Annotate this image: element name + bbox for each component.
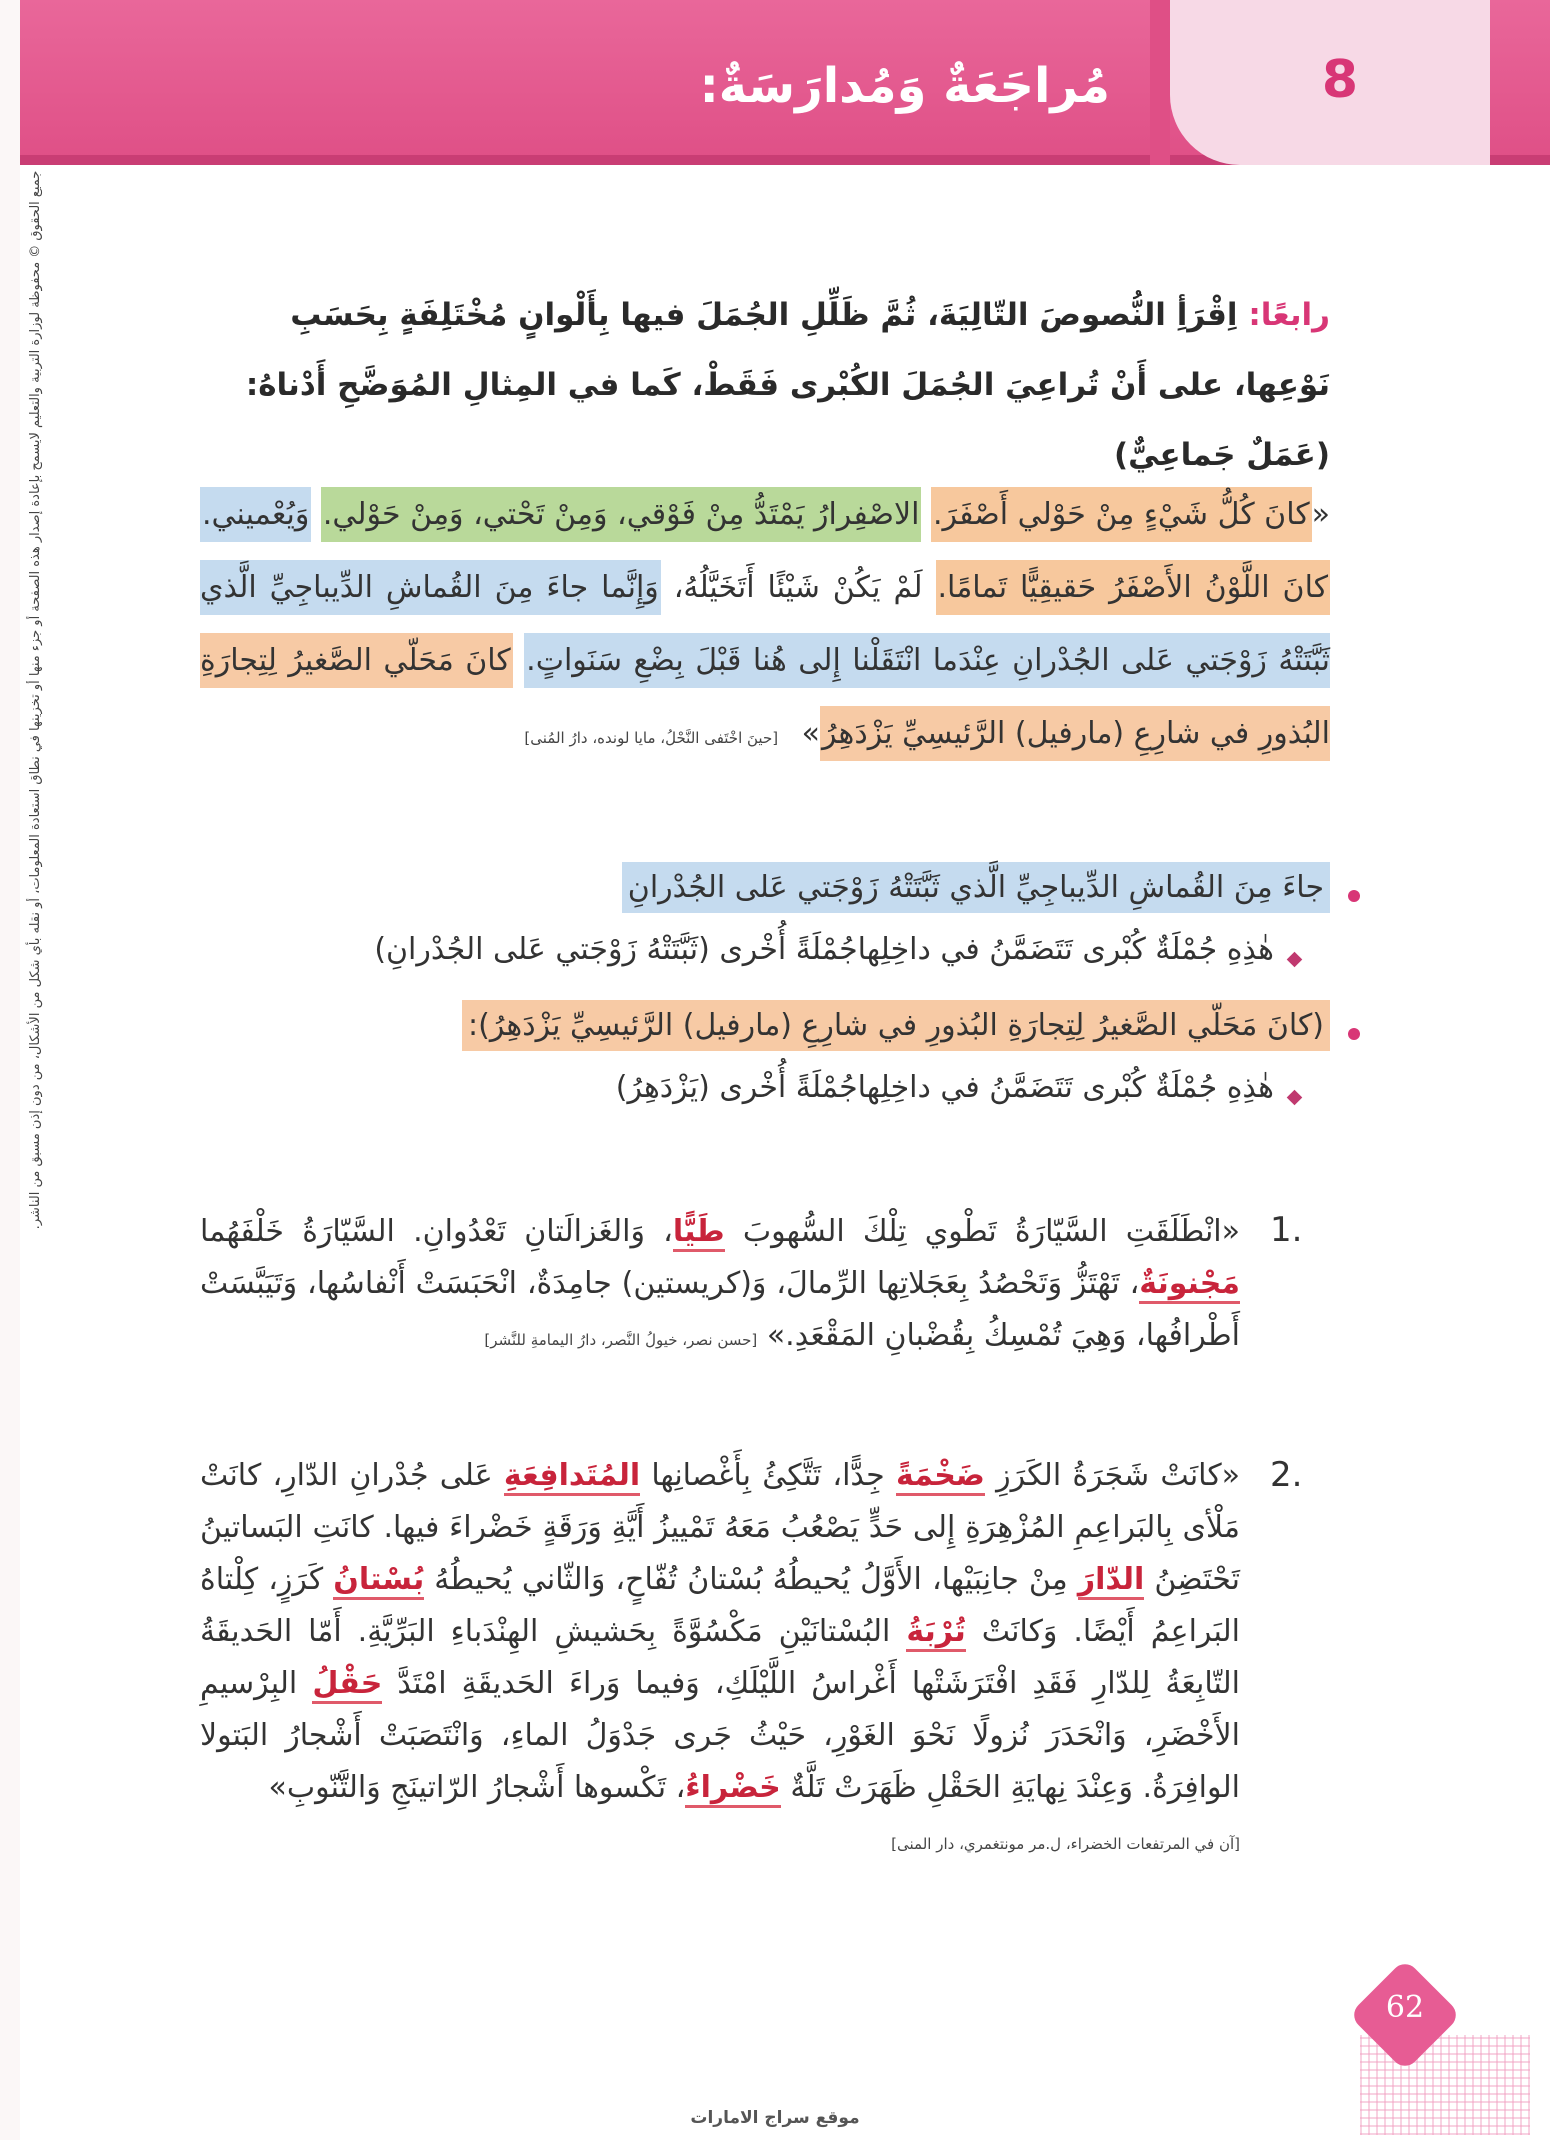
page-title: مُراجَعَةٌ وَمُدارَسَةٌ: [699,58,1110,114]
highlight-word: بُسْتانُ [333,1562,424,1600]
example-1-explanation: هٰذِهِ جُمْلَةٌ كُبْرى تَتَضَمَّنُ في داخِلِهاجُمْلَةً أُخْرى (ثَبَّتَتْهُ زَوْجَتي عَلى الجُدْرانِ) [374,932,1274,967]
item-1-part-c: ، تَهْتَزُّ وَتَحْصُدُ بِعَجَلاتِها الرِّمالَ، وَ(كريستين) جامِدَةٌ، انْحَبَسَتْ أَنْفاسُها، وَتَيَبَّسَتْ أَطْرافُها، وَهِيَ تُمْسِكُ بِقُضْبانِ المَقْعَدِ.» [200,1266,1240,1353]
item-2-text [200,1450,1240,1870]
diamond-bullet-icon [1287,952,1303,968]
sample-passage [200,478,1330,775]
example-sentence [300,870,1360,932]
left-margin [0,0,20,2140]
highlight-word: حَقْلُ [312,1666,382,1704]
highlight-word: ضَخْمَةً [896,1458,985,1496]
diamond-bullet-icon [1287,1090,1303,1106]
item-2-part: كَرَزٍ، كِلْتاهُ البَراعِمُ أَيْضًا. وَكانَتْ [200,1562,1240,1649]
highlight-word: مَجْنونَةٌ [1139,1266,1240,1304]
highlight-word: خَضْراءُ [685,1770,780,1808]
sentence-4: كانَ اللَّوْنُ الأَصْفَرُ حَقيقِيًّا تَمامًا. [936,560,1331,615]
example-explanation [300,932,1360,994]
example-2-sentence: (كانَ مَحَلّي الصَّغيرُ لِتِجارَةِ البُذورِ في شارِعِ (مارفيل) الرَّئيسِيِّ يَزْدَهِرُ): [462,1000,1330,1051]
sentence-6: وَإِنَّما جاءَ مِنَ القُماشِ الدِّيباجِيِّ الَّذي ثَبَّتَتْهُ زَوْجَتي عَلى الجُدْرانِ عِنْدَما انْتَقَلْنا إِلى هُنا قَبْلَ بِضْعِ سَنَواتٍ. [200,560,1330,688]
sentence-2: الاصْفِرارُ يَمْتَدُّ مِنْ فَوْقي، وَمِنْ تَحْتي، وَمِنْ حَوْلي. [321,487,922,542]
copyright-notice: جميع الحقوق © محفوظة لوزارة التربية والتعليم لايسمح بإعادة إصدار هذه الصفحة أو جزء منها أو تخزينها في نطاق استعادة المعلومات، أو نقله بأي شكل من الأشكال، من دون إذن مسبق من الناشر. [28,170,43,1230]
item-2-part: «كانَتْ شَجَرَةُ الكَرَزِ [996,1458,1240,1493]
item-1-citation: [حسن نصر، خيولُ النَّصر، دارُ اليمامةِ للنَّشر] [484,1331,758,1349]
sentence-1: كانَ كُلُّ شَيْءٍ مِنْ حَوْلي أَصْفَرَ. [931,487,1312,542]
item-1-part-a: «انْطَلَقَتِ السَّيّارَةُ تَطْوي تِلْكَ السُّهوبَ [742,1214,1240,1249]
quote-open: « [1311,497,1330,532]
highlight-word: تُرْبَةُ [906,1614,965,1652]
instruction [200,280,1330,490]
footer-site-name: موقع سراج الامارات [690,2108,860,2128]
passage-citation: [حينَ اخْتَفى النَّحْلُ، مايا لونده، دارُ المُنى] [524,729,779,747]
unit-number: 8 [1321,50,1359,110]
sentence-5: لَمْ يَكُنْ شَيْئًا أَتَخَيَّلُهُ، [673,570,923,605]
bullet-dot-icon [1348,1028,1360,1040]
instruction-note: (عَمَلٌ جَماعِيٌّ) [1113,437,1330,473]
example-sentence [300,1008,1360,1070]
item-2-number: 2. [1270,1455,1303,1495]
instruction-text: اِقْرَأِ النُّصوصَ التّالِيَةَ، ثُمَّ ظَلِّلِ الجُمَلَ فيها بِأَلْوانٍ مُخْتَلِفَةٍ بِحَسَبِ نَوْعِها، على أَنْ تُراعِيَ الجُمَلَ الكُبْرى فَقَطْ، كَما في المِثالِ المُوَضَّحِ أَدْناهُ: [245,297,1330,403]
item-1-number: 1. [1270,1210,1303,1250]
page-number: 62 [1385,1990,1425,2025]
instruction-label: رابعًا: [1248,297,1330,333]
item-1-text [200,1206,1240,1366]
example-2-explanation: هٰذِهِ جُمْلَةٌ كُبْرى تَتَضَمَّنُ في داخِلِهاجُمْلَةً أُخْرى (يَزْدَهِرُ) [615,1070,1274,1105]
item-2-part: عَلى جُدْرانِ الدّارِ، كانَتْ مَلْأى بِالبَراعِمِ المُزْهِرَةِ إِلى حَدٍّ يَصْعُبُ مَعَهُ تَمْييزُ أَيَّةِ وَرَقَةٍ خَضْراءَ فيها. كانَتِ البَساتينُ تَحْتَضِنُ [200,1458,1240,1597]
quote-close: » [801,716,820,751]
highlight-word: الدّارَ [1078,1562,1144,1600]
example-explanation [300,1070,1360,1132]
item-2-citation: [آن في المرتفعات الخضراء، ل.مر مونتغمري، دار المنى] [891,1835,1240,1853]
sentence-7: كانَ مَحَلّي الصَّغيرُ لِتِجارَةِ البُذورِ في شارِعِ (مارفيل) الرَّئيسِيِّ يَزْدَهِرُ [200,633,1330,761]
examples-list [300,870,1360,1132]
sentence-3: وَيُعْميني. [200,487,311,542]
item-1-part-b: ، وَالغَزالَتانِ تَعْدُوانِ. السَّيّارَةُ خَلْفَهُما [200,1214,673,1249]
highlight-word: طَيًّا [673,1214,725,1252]
item-2-part: البِرْسيمِ الأَخْضَرِ، وَانْحَدَرَ نُزولًا نَحْوَ الغَوْرِ، حَيْثُ جَرى جَدْوَلُ الماءِ، وَانْتَصَبَتْ أَشْجارُ البَتولا الوافِرَةُ. وَعِنْدَ نِهايَةِ الحَقْلِ ظَهَرَتْ تَلَّةٌ [200,1666,1240,1805]
highlight-word: المُتَدافِعَةِ [504,1458,640,1496]
item-2-part: ، تَكْسوها أَشْجارُ الرّاتينَجِ وَالتَّنّوبِ» [268,1770,686,1805]
item-2-part: جِدًّا، تَتَّكِئُ بِأَغْصانِها [651,1458,885,1493]
item-2-part: البُسْتانَيْنِ مَكْسُوَّةً بِحَشيشِ الهِنْدَباءِ البَرِّيَّةِ. أَمّا الحَديقَةُ التّابِعَةُ لِلدّارِ فَقَدِ افْتَرَشَتْها أَغْراسُ اللَّيْلَكِ، وَفيما وَراءَ الحَديقَةِ امْتَدَّ [200,1614,1240,1701]
example-1-sentence: جاءَ مِنَ القُماشِ الدِّيباجِيِّ الَّذي ثَبَّتَتْهُ زَوْجَتي عَلى الجُدْرانِ [622,862,1330,913]
bullet-dot-icon [1348,890,1360,902]
item-2-part: مِنْ جانِبَيْها، الأَوَّلُ يُحيطُهُ بُسْتانُ تُفّاحٍ، وَالثّاني يُحيطُهُ [434,1562,1068,1597]
